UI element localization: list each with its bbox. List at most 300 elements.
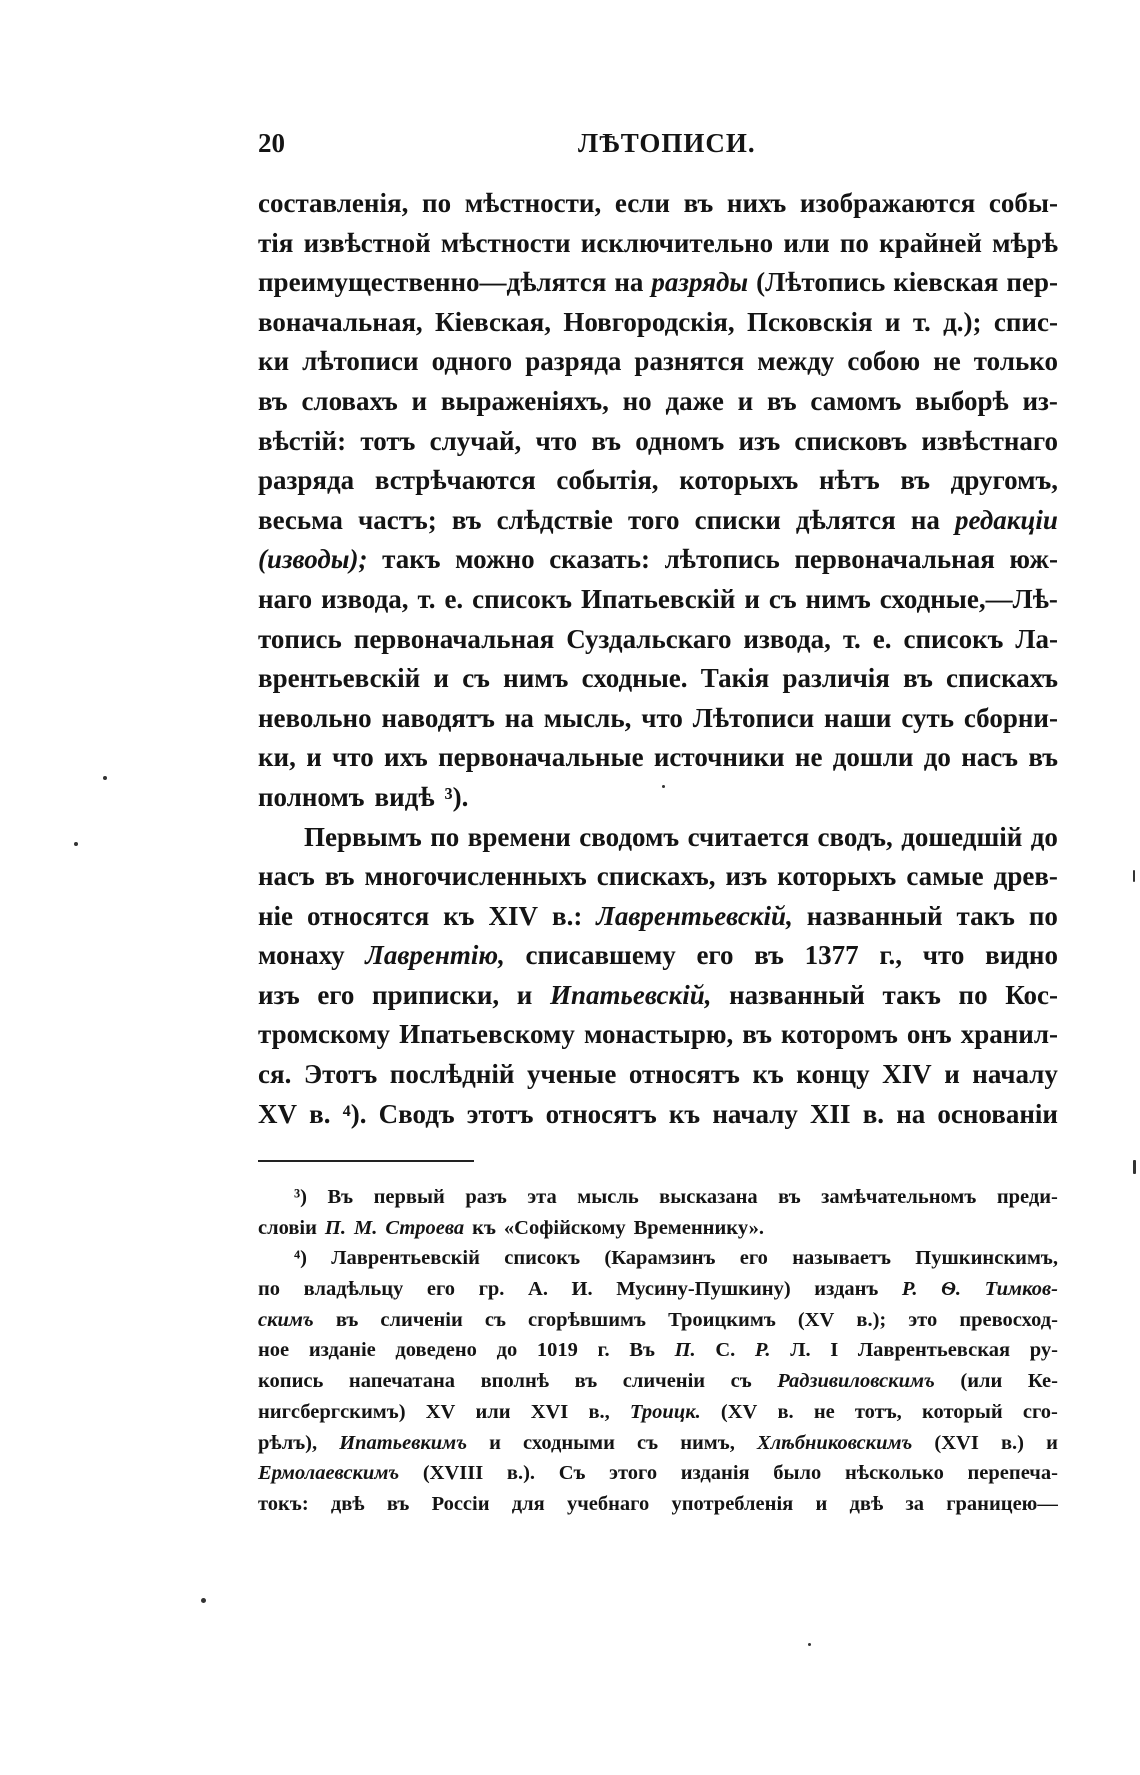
- word: сходные,—Лѣ-: [879, 583, 1058, 614]
- word: в.: [309, 1098, 331, 1129]
- word: тія: [258, 227, 294, 258]
- word: въ: [258, 385, 288, 416]
- word: мѣстности: [440, 227, 571, 258]
- word: одного: [431, 346, 513, 377]
- word: называетъ: [792, 1247, 891, 1270]
- word: собою: [847, 346, 921, 377]
- word: не: [794, 742, 823, 773]
- word: Пушкинскимъ,: [915, 1247, 1058, 1270]
- body-line: [258, 778, 1058, 818]
- word: списковъ: [794, 425, 908, 456]
- scan-speck: [74, 842, 78, 846]
- word: XVI: [530, 1400, 569, 1423]
- word: и: [815, 1492, 828, 1515]
- word: Строева: [385, 1216, 465, 1239]
- word: и: [516, 979, 533, 1010]
- word: М.: [354, 1216, 378, 1239]
- word: Псковскія: [746, 306, 873, 337]
- word: е.: [444, 583, 464, 614]
- word: которыхъ: [777, 861, 897, 892]
- word: ки,: [258, 742, 296, 773]
- word: которыхъ: [679, 465, 799, 496]
- footnote-line: [258, 1243, 1058, 1274]
- word: дошли: [832, 742, 914, 773]
- footnote-line: [258, 1458, 1058, 1489]
- word: спискахъ,: [596, 861, 716, 892]
- word: сборни-: [963, 702, 1058, 733]
- word: или: [783, 227, 830, 258]
- word: Ѳ.: [941, 1278, 962, 1301]
- word: первый: [373, 1186, 445, 1208]
- word: XV: [425, 1400, 456, 1423]
- word: не: [933, 346, 961, 377]
- word: списавшему: [525, 940, 676, 971]
- footnote-line: [258, 1489, 1058, 1520]
- word: т.: [842, 623, 861, 654]
- word: замѣчательномъ: [821, 1186, 977, 1208]
- word: сходные.: [581, 663, 688, 694]
- word: Этотъ: [303, 1059, 378, 1090]
- word: дѣлятся: [795, 504, 896, 535]
- word: видно: [985, 940, 1058, 971]
- word: Съ: [558, 1462, 586, 1485]
- word: спискахъ: [946, 663, 1058, 694]
- word: насъ: [258, 861, 315, 892]
- body-line: [258, 620, 1058, 660]
- word: разнятся: [634, 346, 745, 377]
- word: XIV: [488, 900, 539, 931]
- word: собы-: [988, 188, 1058, 218]
- body-line: [258, 897, 1058, 937]
- word: мѣрѣ: [992, 227, 1058, 258]
- word: и: [1046, 1431, 1058, 1454]
- word: слѣдствіе: [496, 504, 613, 535]
- word: тотъ: [360, 425, 416, 456]
- word: основаніи: [937, 1098, 1058, 1129]
- word: разряда: [525, 346, 622, 377]
- word: скимъ: [258, 1308, 314, 1331]
- word: въ: [386, 1492, 410, 1515]
- word: топись: [258, 623, 342, 654]
- word: на: [896, 1098, 926, 1129]
- word: нимъ,: [680, 1431, 735, 1454]
- word: невольно: [258, 702, 372, 733]
- word: первоначальные: [438, 742, 644, 773]
- word: весьма: [258, 504, 343, 535]
- word: списокъ: [903, 623, 1004, 654]
- word: монастырю,: [583, 1019, 734, 1050]
- word: XII: [810, 1098, 851, 1129]
- word: сличеніи: [380, 1308, 463, 1331]
- word: сго-: [1022, 1400, 1058, 1423]
- word: (XV: [797, 1308, 835, 1331]
- word: первоначальная: [794, 544, 995, 575]
- word: I: [830, 1339, 839, 1362]
- word: такъ: [882, 979, 941, 1010]
- word: наводятъ: [381, 702, 495, 733]
- word: послѣдній: [389, 1059, 515, 1090]
- scan-speck: [1133, 870, 1135, 882]
- word: изъ: [738, 425, 781, 456]
- page-title: ЛѢТОПИСИ.: [578, 128, 756, 158]
- word: въ: [754, 940, 784, 971]
- word: Въ: [327, 1186, 354, 1208]
- word: П.: [324, 1216, 346, 1239]
- word: этого: [609, 1462, 658, 1485]
- word: насъ: [961, 742, 1019, 773]
- word: выраженіяхъ,: [440, 385, 609, 416]
- word: учебнаго: [566, 1492, 650, 1515]
- word: названный: [806, 900, 943, 931]
- word: перепеча-: [967, 1462, 1058, 1485]
- word: это: [908, 1308, 938, 1331]
- word: можно: [455, 544, 535, 575]
- word: вполнѣ: [480, 1370, 550, 1393]
- word: Хлѣбниковскимъ: [756, 1431, 913, 1454]
- body-line: [258, 699, 1058, 739]
- word: различія: [782, 663, 890, 694]
- word: Лаврентьевскій: [331, 1247, 480, 1270]
- word: на: [910, 504, 940, 535]
- word: событія,: [556, 465, 659, 496]
- word: съ: [768, 583, 797, 614]
- word: названный: [729, 979, 865, 1010]
- word: по: [422, 188, 452, 218]
- word: выборѣ: [915, 385, 1009, 416]
- word: къ: [443, 900, 475, 931]
- body-line: [258, 382, 1058, 422]
- word: сводомъ: [579, 821, 680, 852]
- word: тотъ,: [854, 1400, 902, 1423]
- word: П.: [674, 1339, 696, 1362]
- word: къ: [668, 1098, 701, 1129]
- running-head: [258, 128, 1060, 168]
- word: ное: [258, 1339, 290, 1362]
- word: и: [433, 663, 449, 694]
- word: Р.: [901, 1278, 918, 1301]
- word: такъ: [382, 544, 441, 575]
- word: первоначальная: [353, 623, 555, 654]
- word: одномъ: [635, 425, 725, 456]
- word: Такія: [700, 663, 770, 694]
- word: редакціи: [955, 504, 1058, 535]
- word: д.);: [943, 306, 982, 337]
- word: наго: [258, 583, 313, 614]
- word: только: [973, 346, 1058, 377]
- word: употребленія: [671, 1492, 794, 1515]
- word: этотъ: [466, 1098, 534, 1129]
- word: считается: [687, 821, 810, 852]
- body-line: [258, 422, 1058, 462]
- word: его: [426, 1278, 456, 1301]
- word: до: [923, 742, 951, 773]
- word: Л.: [790, 1339, 811, 1362]
- footnote-line: [258, 1213, 1058, 1244]
- word: т.: [912, 306, 931, 337]
- body-line: [258, 738, 1058, 778]
- word: Суздальскаго: [566, 623, 732, 654]
- word: высказана: [659, 1186, 758, 1208]
- word: въ: [900, 465, 931, 496]
- word: Лаврентію,: [365, 940, 505, 971]
- footnote-line: [258, 1428, 1058, 1459]
- word: многочисленныхъ: [364, 861, 587, 892]
- word: разряды: [651, 267, 749, 298]
- word: древ-: [993, 861, 1058, 892]
- word: вѣстій:: [258, 425, 347, 456]
- word: источники: [653, 742, 785, 773]
- body-line: [258, 342, 1058, 382]
- word: относятъ: [628, 1059, 740, 1090]
- word: изданъ: [814, 1278, 879, 1301]
- word: копись: [258, 1370, 324, 1393]
- word: концу: [796, 1059, 870, 1090]
- body-line: [258, 224, 1058, 264]
- word: пер-: [1006, 267, 1058, 298]
- word: въ: [1028, 742, 1058, 773]
- word: в.).: [506, 1462, 536, 1485]
- word: сгорѣвшимъ: [528, 1308, 646, 1331]
- word: мѣстности,: [464, 188, 602, 218]
- page-number: 20: [258, 128, 285, 158]
- word: ки: [258, 346, 290, 377]
- body-line: [258, 303, 1058, 343]
- word: Мусину-Пушкину): [616, 1278, 791, 1301]
- word: и: [944, 1059, 960, 1090]
- word: случай,: [429, 425, 522, 456]
- word: Ипатьевскій,: [549, 979, 712, 1010]
- word: по: [430, 821, 460, 852]
- word: Кіевская,: [435, 306, 551, 337]
- footnote-line: [258, 1274, 1058, 1305]
- word: его: [317, 979, 355, 1010]
- word: самомъ: [810, 385, 902, 416]
- word: XIV: [882, 1059, 932, 1090]
- body-line: [258, 184, 1058, 224]
- word: доведено: [395, 1339, 477, 1362]
- word: тромскому: [258, 1019, 391, 1050]
- word: и: [737, 385, 754, 416]
- word: по: [1028, 900, 1058, 931]
- word: в.,: [588, 1400, 610, 1423]
- body-text: [258, 184, 1058, 1134]
- word: изъ: [258, 979, 300, 1010]
- word: нимъ: [805, 583, 871, 614]
- word: «Софійскому: [503, 1216, 626, 1239]
- word: въ: [574, 1370, 598, 1393]
- word: Сводъ: [378, 1098, 455, 1129]
- word: Лаврентьевскій,: [596, 900, 793, 931]
- word: ⁴).: [342, 1098, 367, 1129]
- word: который: [921, 1400, 1003, 1423]
- word: С.: [715, 1339, 736, 1362]
- word: если: [614, 188, 670, 218]
- word: извѣстнаго: [921, 425, 1058, 456]
- word: (XVIII: [422, 1462, 484, 1485]
- word: словіи: [258, 1216, 317, 1239]
- word: или: [475, 1400, 511, 1423]
- word: за: [905, 1492, 924, 1515]
- word: приписки,: [372, 979, 500, 1010]
- word: разряда: [258, 465, 355, 496]
- word: полномъ: [258, 781, 365, 812]
- word: Лаврентьевская: [857, 1339, 1011, 1362]
- footnote-line: [258, 1305, 1058, 1336]
- word: по: [958, 979, 988, 1010]
- word: списки: [694, 504, 781, 535]
- word: Новгородскія,: [563, 306, 735, 337]
- word: сличеніи: [622, 1370, 706, 1393]
- word: списокъ: [504, 1247, 581, 1270]
- word: нихъ: [726, 188, 787, 218]
- word: съ: [637, 1431, 659, 1454]
- word: преди-: [996, 1186, 1058, 1208]
- word: Лѣтописи: [692, 702, 815, 733]
- word: воначальная,: [258, 306, 423, 337]
- word: такъ: [956, 900, 1015, 931]
- scan-speck: [808, 1643, 811, 1646]
- word: въ: [903, 663, 933, 694]
- word: монаху: [258, 940, 345, 971]
- word: въ: [742, 1019, 772, 1050]
- word: Россіи: [431, 1492, 490, 1515]
- body-line: [258, 501, 1058, 541]
- word: онъ: [906, 1019, 952, 1050]
- body-line: [258, 263, 1058, 303]
- word: Ермолаевскимъ: [258, 1462, 400, 1485]
- word: в.: [777, 1400, 794, 1423]
- word: мысль: [577, 1186, 639, 1208]
- word: списокъ: [472, 583, 573, 614]
- word: крайней: [879, 227, 982, 258]
- word: г.: [597, 1339, 610, 1362]
- footnote-line: [258, 1335, 1058, 1366]
- word: двѣ: [330, 1492, 365, 1515]
- word: из-: [1022, 385, 1058, 416]
- word: для: [511, 1492, 545, 1515]
- word: частъ;: [357, 504, 437, 535]
- word: того: [628, 504, 680, 535]
- word: Первымъ: [304, 821, 422, 852]
- word: нѣсколько: [844, 1462, 944, 1485]
- word: въ: [766, 385, 797, 416]
- footnotes: [258, 1182, 1058, 1520]
- word: которомъ: [780, 1019, 898, 1050]
- word: изображаются: [799, 188, 976, 218]
- word: Ипатьевскій: [580, 583, 736, 614]
- body-line: [258, 1095, 1058, 1135]
- body-line: [258, 1015, 1058, 1055]
- word: (изводы);: [258, 544, 368, 575]
- word: по: [258, 1278, 281, 1301]
- footnote-line: [258, 1397, 1058, 1428]
- word: т.: [417, 583, 436, 614]
- word: в.:: [552, 900, 583, 931]
- word: Тимков-: [984, 1278, 1058, 1301]
- word: (Карамзинъ: [604, 1247, 716, 1270]
- word: въ: [451, 504, 482, 535]
- word: извода,: [743, 623, 831, 654]
- word: въ: [335, 1308, 359, 1331]
- word: и: [489, 1431, 501, 1454]
- word: началу: [972, 1059, 1058, 1090]
- word: встрѣчаются: [374, 465, 536, 496]
- word: Троицк.: [629, 1400, 701, 1423]
- word: въ: [324, 861, 355, 892]
- body-line: [258, 1055, 1058, 1095]
- word: Въ: [629, 1339, 655, 1362]
- word: наши: [824, 702, 892, 733]
- word: съ: [730, 1370, 752, 1393]
- word: двѣ: [849, 1492, 884, 1515]
- word: его: [739, 1247, 768, 1270]
- word: Временнику».: [633, 1216, 764, 1239]
- word: между: [757, 346, 835, 377]
- body-line: [258, 818, 1058, 858]
- word: Ипатьевскому: [399, 1019, 575, 1050]
- word: сказать:: [549, 544, 651, 575]
- word: изданія: [680, 1462, 750, 1485]
- word: по: [839, 227, 869, 258]
- word: спис-: [993, 306, 1058, 337]
- word: нимъ: [503, 663, 569, 694]
- word: напечатана: [348, 1370, 456, 1393]
- word: Р.: [754, 1339, 771, 1362]
- word: Радзивиловскимъ: [777, 1370, 935, 1393]
- word: (XV: [720, 1400, 758, 1423]
- word: что: [641, 702, 683, 733]
- word: не: [813, 1400, 835, 1423]
- word: составленія,: [258, 188, 409, 218]
- word: Кос-: [1005, 979, 1058, 1010]
- word: XV: [258, 1098, 297, 1129]
- word: дошедшій: [901, 821, 1023, 852]
- word: ру-: [1029, 1339, 1058, 1362]
- word: изъ: [725, 861, 768, 892]
- word: (XVI: [934, 1431, 979, 1454]
- word: лѣтопись: [664, 544, 780, 575]
- word: ученые: [526, 1059, 617, 1090]
- word: съ: [462, 663, 490, 694]
- word: 1377: [804, 940, 859, 971]
- word: сходными: [523, 1431, 615, 1454]
- word: въ: [591, 425, 621, 456]
- word: что: [332, 742, 374, 773]
- word: до: [1030, 821, 1058, 852]
- word: извѣстной: [303, 227, 431, 258]
- word: лѣтописи: [302, 346, 419, 377]
- word: съ: [484, 1308, 506, 1331]
- scan-speck: [201, 1598, 206, 1603]
- word: Ла-: [1015, 623, 1058, 654]
- word: къ: [752, 1059, 784, 1090]
- word: И.: [571, 1278, 593, 1301]
- footnote-divider: [258, 1160, 474, 1162]
- word: превосход-: [959, 1308, 1058, 1331]
- word: кіевская: [893, 267, 999, 298]
- word: на: [504, 702, 534, 733]
- word: но: [622, 385, 652, 416]
- word: гр.: [478, 1278, 505, 1301]
- word: разъ: [465, 1186, 507, 1208]
- word: границею—: [946, 1492, 1058, 1515]
- word: словахъ: [301, 385, 398, 416]
- word: Ипатьевкимъ: [339, 1431, 468, 1454]
- word: 1019: [536, 1339, 578, 1362]
- word: его: [696, 940, 734, 971]
- word: относятся: [307, 900, 430, 931]
- word: видѣ: [374, 781, 435, 812]
